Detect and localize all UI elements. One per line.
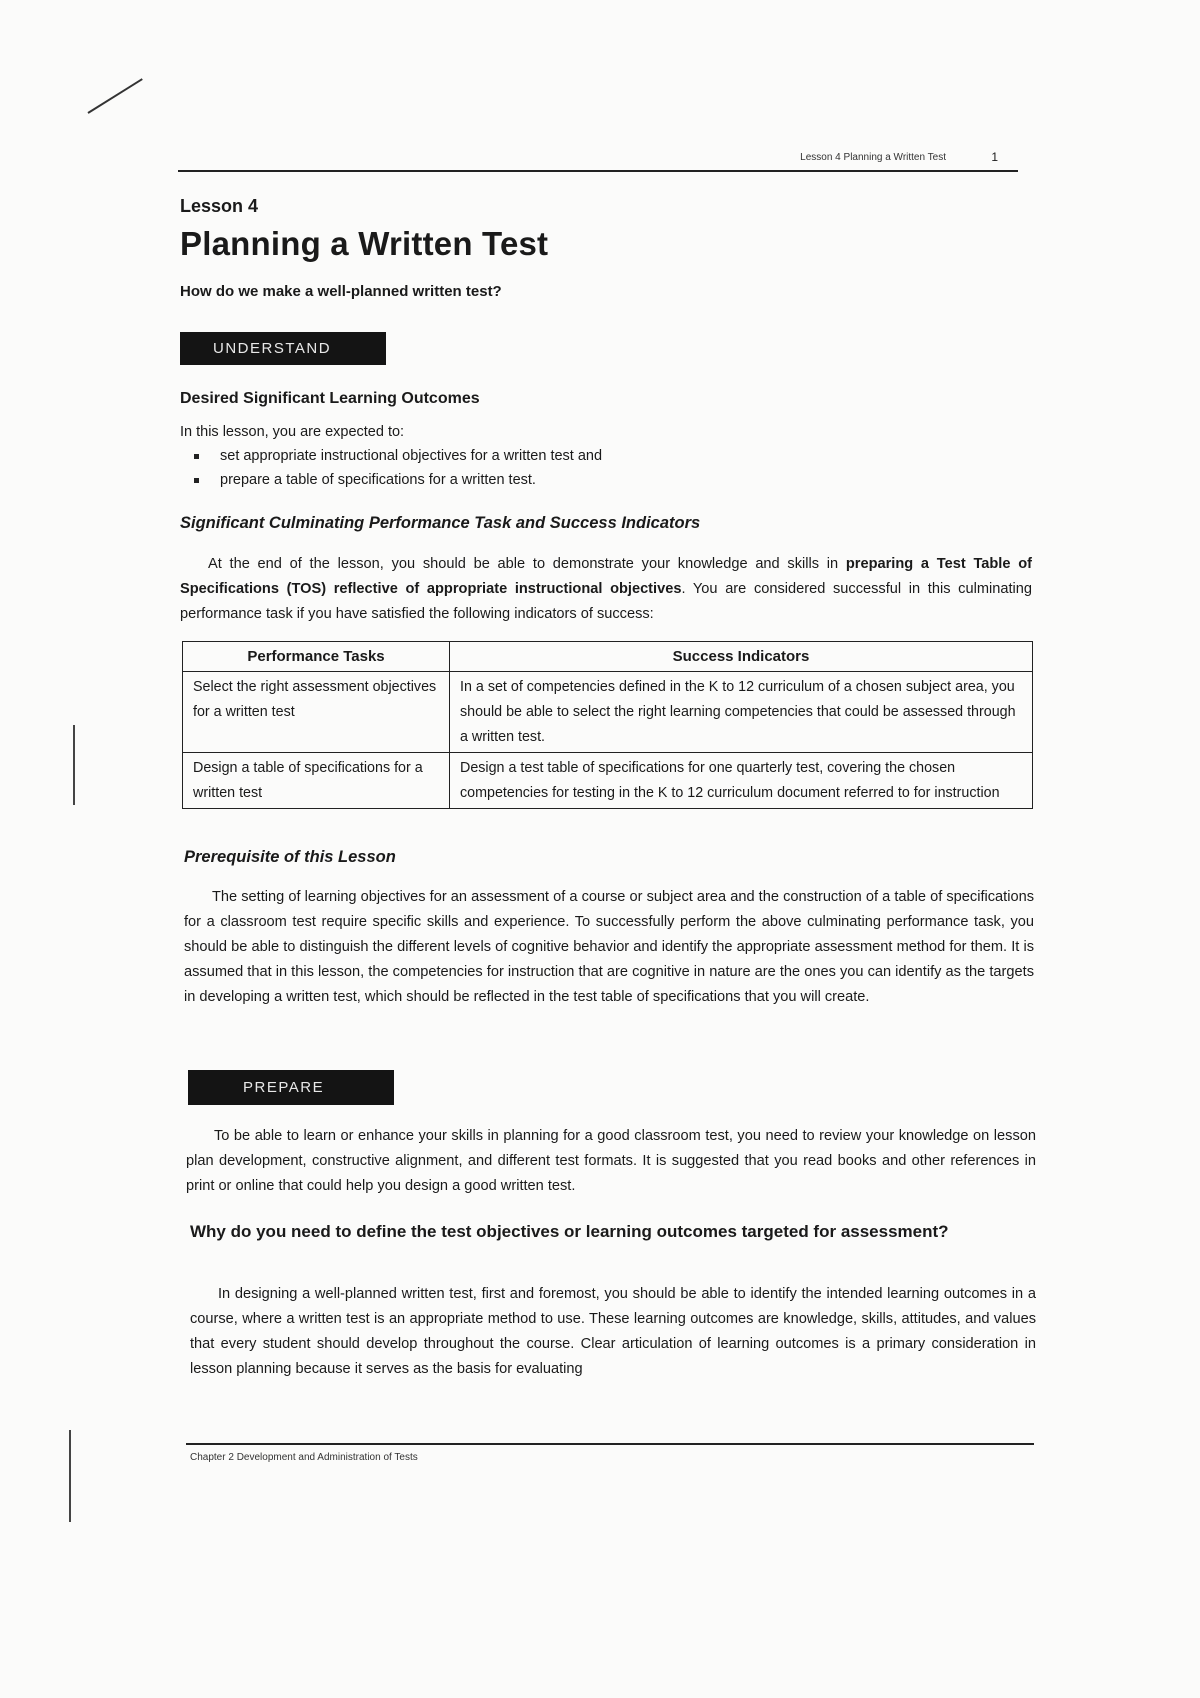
indicator-cell: Design a test table of specifications for one quarterly test, covering the chosen competencies for testing in the K to 12 curriculum document referred to for instruction — [450, 753, 1033, 809]
lesson-title: Planning a Written Test — [180, 225, 549, 262]
task-cell: Select the right assessment objectives for a written test — [183, 672, 450, 753]
table-row — [183, 753, 1033, 809]
running-header-title: Lesson 4 Planning a Written Test — [800, 152, 946, 163]
column-header-success-indicators: Success Indicators — [450, 642, 1033, 672]
prerequisite-heading: Prerequisite of this Lesson — [184, 848, 396, 866]
outcomes-heading: Desired Significant Learning Outcomes — [180, 390, 480, 407]
prerequisite-paragraph: The setting of learning objectives for an assessment of a course or subject area and the construction of a table of specifications for a classroom test require specific skills and experience. To successfully perform the above culminating performance task, you should be able to distinguish the different levels of cognitive behavior and identify the appropriate assessment method for them. It is assumed that in this lesson, the competencies for instruction that are cognitive in nature are the ones you can identify as the targets in developing a written test, which should be reflected in the test table of specifications that you will create. — [184, 889, 1034, 1005]
page-number: 1 — [991, 150, 998, 164]
table-header-row — [183, 642, 1033, 672]
outcomes-intro: In this lesson, you are expected to: — [180, 424, 405, 440]
culminating-text-end: . You are considered successful in this culminating performance task if you have satisfied the following indicators of success: — [180, 581, 1032, 622]
bullet-icon — [194, 454, 199, 459]
outcome-text: prepare a table of specifications for a written test. — [220, 472, 536, 488]
culminating-paragraph — [180, 552, 1032, 627]
table-row — [183, 672, 1033, 753]
prepare-banner: PREPARE — [188, 1070, 394, 1105]
prepare-paragraph: To be able to learn or enhance your skills in planning for a good classroom test, you need to review your knowledge on lesson plan development, constructive alignment, and different test formats. It is suggested that you read books and other references in print or online that could help you design a good written test. — [186, 1128, 1036, 1194]
running-header — [178, 148, 1018, 172]
culminating-text-bold: preparing a Test Table of Specifications (TOS) reflective of appropriate instructional objectives — [180, 556, 1032, 597]
task-cell: Design a table of specifications for a written test — [183, 753, 450, 809]
indicator-cell: In a set of competencies defined in the K to 12 curriculum of a chosen subject area, you should be able to select the right learning competencies that could be assessed through a written test. — [450, 672, 1033, 753]
lesson-question: How do we make a well-planned written test? — [180, 283, 502, 300]
success-indicators-table — [182, 641, 1033, 809]
outcomes-list — [192, 448, 602, 496]
culminating-text-start: At the end of the lesson, you should be able to demonstrate your knowledge and skills in — [208, 556, 846, 572]
footer-chapter: Chapter 2 Development and Administration of Tests — [190, 1452, 418, 1463]
footer-rule — [186, 1443, 1034, 1445]
list-item — [192, 472, 602, 496]
bullet-icon — [194, 478, 199, 483]
why-heading: Why do you need to define the test objectives or learning outcomes targeted for assessment? — [190, 1222, 949, 1241]
column-header-performance-tasks: Performance Tasks — [183, 642, 450, 672]
why-paragraph: In designing a well-planned written test, first and foremost, you should be able to identify the intended learning outcomes in a course, where a written test is an appropriate method to use. These learning outcomes are knowledge, skills, attitudes, and values that every student should develop throughout the course. Clear articulation of learning outcomes is a primary consideration in lesson planning because it serves as the basis for evaluating — [190, 1286, 1036, 1377]
understand-banner: UNDERSTAND — [180, 332, 386, 365]
outcome-text: set appropriate instructional objectives for a written test and — [220, 448, 603, 464]
list-item — [192, 448, 602, 472]
lesson-label: Lesson 4 — [180, 196, 259, 216]
culminating-heading: Significant Culminating Performance Task and Success Indicators — [180, 514, 701, 532]
